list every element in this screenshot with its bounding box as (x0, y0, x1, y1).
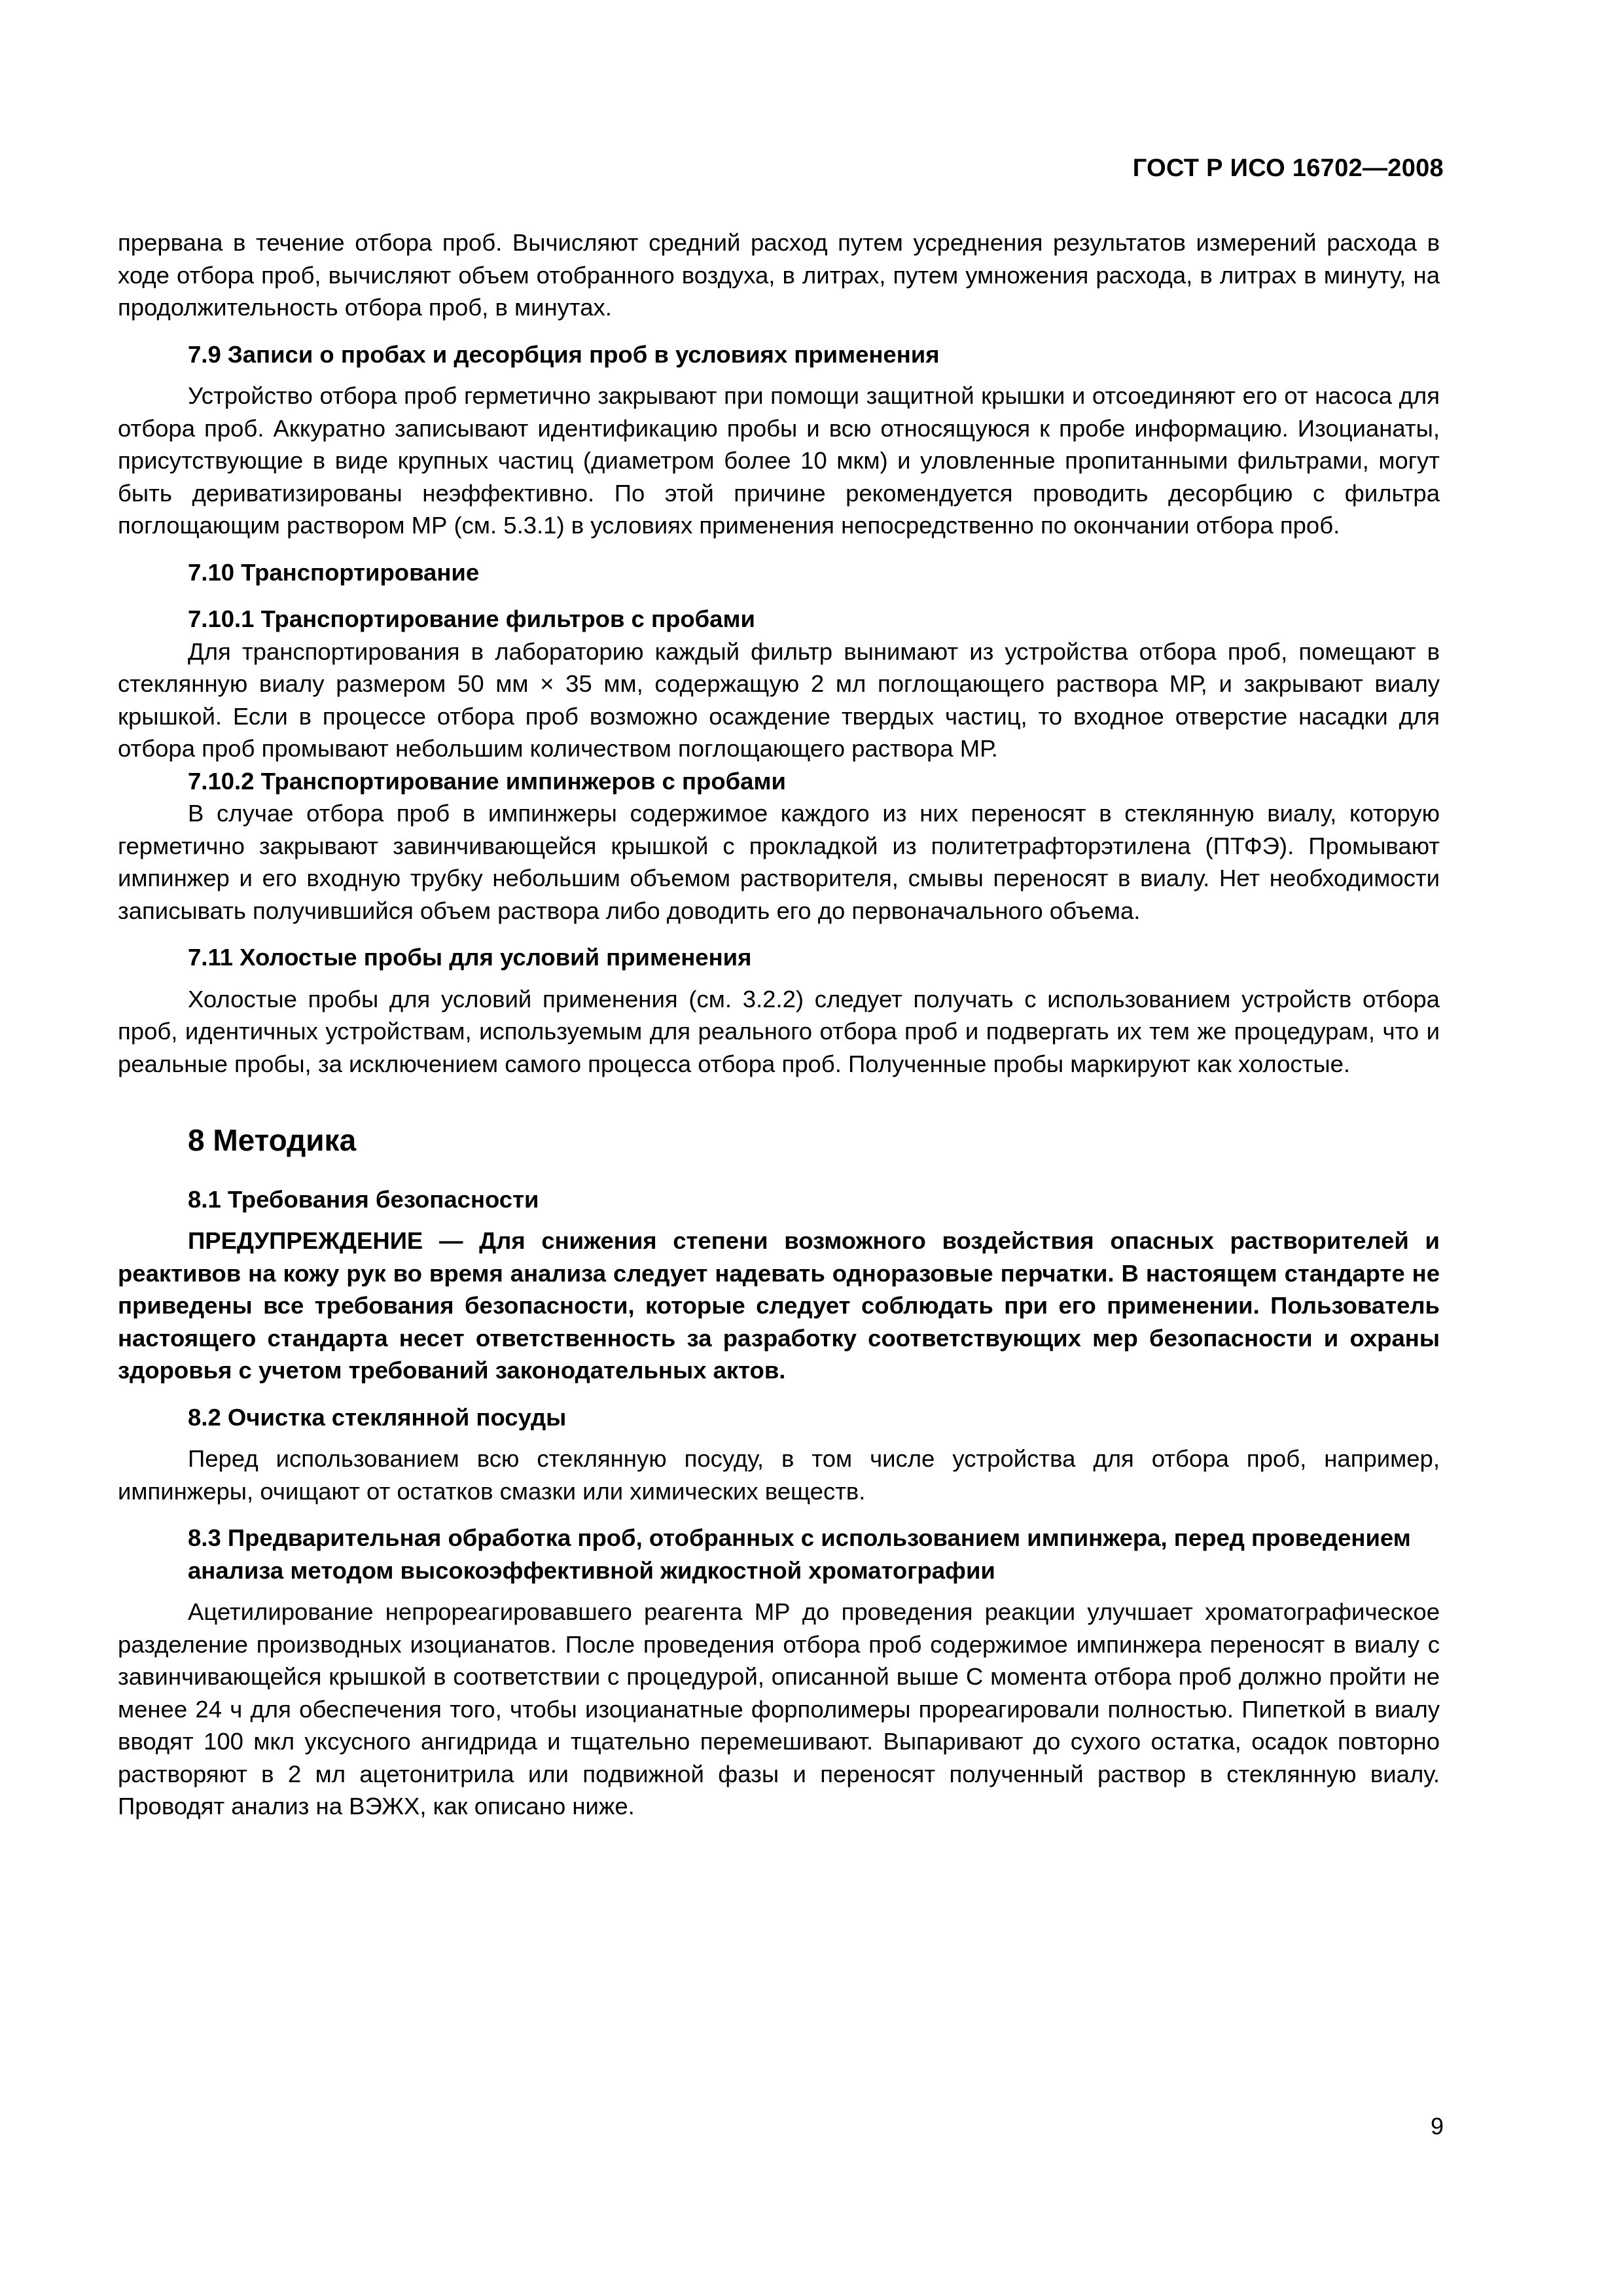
page-number: 9 (1430, 2113, 1444, 2140)
section-8-3-text: Ацетилирование непрореагировавшего реагента МР до проведения реакции улучшает хроматографическое разделение производных изоцианатов. После проведения отбора проб содержимое импинжера переносят в виалу с завинчивающейся крышкой в соответствии с процедурой, описанной выше С момента отбора проб должно пройти не менее 24 ч для обеспечения того, чтобы изоцианатные форполимеры прореагировали полностью. Пипеткой в виалу вводят 100 мкл уксусного ангидрида и тщательно перемешивают. Выпаривают до сухого остатка, осадок повторно растворяют в 2 мл ацетонитрила или подвижной фазы и переносят полученный раствор в стеклянную виалу. Проводят анализ на ВЭЖХ, как описано ниже. (118, 1598, 1440, 1820)
section-7-11-title: 7.11 Холостые пробы для условий применения (188, 944, 752, 971)
section-8-2-title: 8.2 Очистка стеклянной посуды (188, 1403, 567, 1431)
intro-paragraph: прервана в течение отбора проб. Вычисляют средний расход путем усреднения результатов измерений расхода в ходе отбора проб, вычисляют объем отобранного воздуха, в литрах, путем умножения расхода, в литрах в минуту, на продолжительность отбора проб, в минутах. (118, 229, 1440, 321)
section-8-2-text: Перед использованием всю стеклянную посуду, в том числе устройства для отбора проб, например, импинжеры, очищают от остатков смазки или химических веществ. (118, 1445, 1440, 1505)
section-7-9-title: 7.9 Записи о пробах и десорбция проб в условиях применения (188, 340, 940, 368)
section-7-9-text: Устройство отбора проб герметично закрывают при помощи защитной крышки и отсоединяют его от насоса для отбора проб. Аккуратно записывают идентификацию пробы и всю относящуюся к пробе информацию. Изоцианаты, присутствующие в виде крупных частиц (диаметром более 10 мкм) и уловленные пропитанными фильтрами, могут быть дериватизированы неэффективно. По этой причине рекомендуется проводить десорбцию с фильтра поглощающим раствором МР (см. 5.3.1) в условиях применения непосредственно по окончании отбора проб. (118, 382, 1440, 539)
section-7-10-2-text: В случае отбора проб в импинжеры содержимое каждого из них переносят в стеклянную виалу, которую герметично закрывают завинчивающейся крышкой с прокладкой из политетрафторэтилена (ПТФЭ). Промывают импинжер и его входную трубку небольшим объемом растворителя, смывы переносят в виалу. Нет необходимости записывать получившийся объем раствора либо доводить его до первоначального объема. (118, 800, 1440, 924)
section-7-10-1-text: Для транспортирования в лабораторию каждый фильтр вынимают из устройства отбора проб, помещают в стеклянную виалу размером 50 мм × 35 мм, содержащую 2 мл поглощающего раствора МР, и закрывают виалу крышкой. Если в процессе отбора проб возможно осаждение твердых частиц, то входное отверстие насадки для отбора проб промывают небольшим количеством поглощающего раствора МР. (118, 637, 1440, 762)
section-7-10-title: 7.10 Транспортирование (188, 558, 480, 586)
section-7-10-1-title: 7.10.1 Транспортирование фильтров с пробами (188, 605, 755, 632)
document-header: ГОСТ Р ИСО 16702—2008 (1132, 154, 1444, 182)
section-8-heading: 8 Методика (188, 1123, 357, 1157)
section-8-3-title: 8.3 Предварительная обработка проб, отобранных с использованием импинжера, перед проведением анализа методом высокоэффективной жидкостной хроматографии (188, 1524, 1411, 1584)
section-8-1-title: 8.1 Требования безопасности (188, 1185, 539, 1213)
section-7-10-2-title: 7.10.2 Транспортирование импинжеров с пробами (188, 767, 786, 795)
document-body (118, 226, 1440, 1823)
safety-warning: ПРЕДУПРЕЖДЕНИЕ — Для снижения степени возможного воздействия опасных растворителей и реактивов на кожу рук во время анализа следует надевать одноразовые перчатки. В настоящем стандарте не приведены все требования безопасности, которые следует соблюдать при его применении. Пользователь настоящего стандарта несет ответственность за разработку соответствующих мер безопасности и охраны здоровья с учетом требований законодательных актов. (118, 1227, 1440, 1384)
section-7-11-text: Холостые пробы для условий применения (см. 3.2.2) следует получать с использованием устройств отбора проб, идентичных устройствам, используемым для реального отбора проб и подвергать их тем же процедурам, что и реальные пробы, за исключением самого процесса отбора проб. Полученные пробы маркируют как холостые. (118, 985, 1440, 1077)
